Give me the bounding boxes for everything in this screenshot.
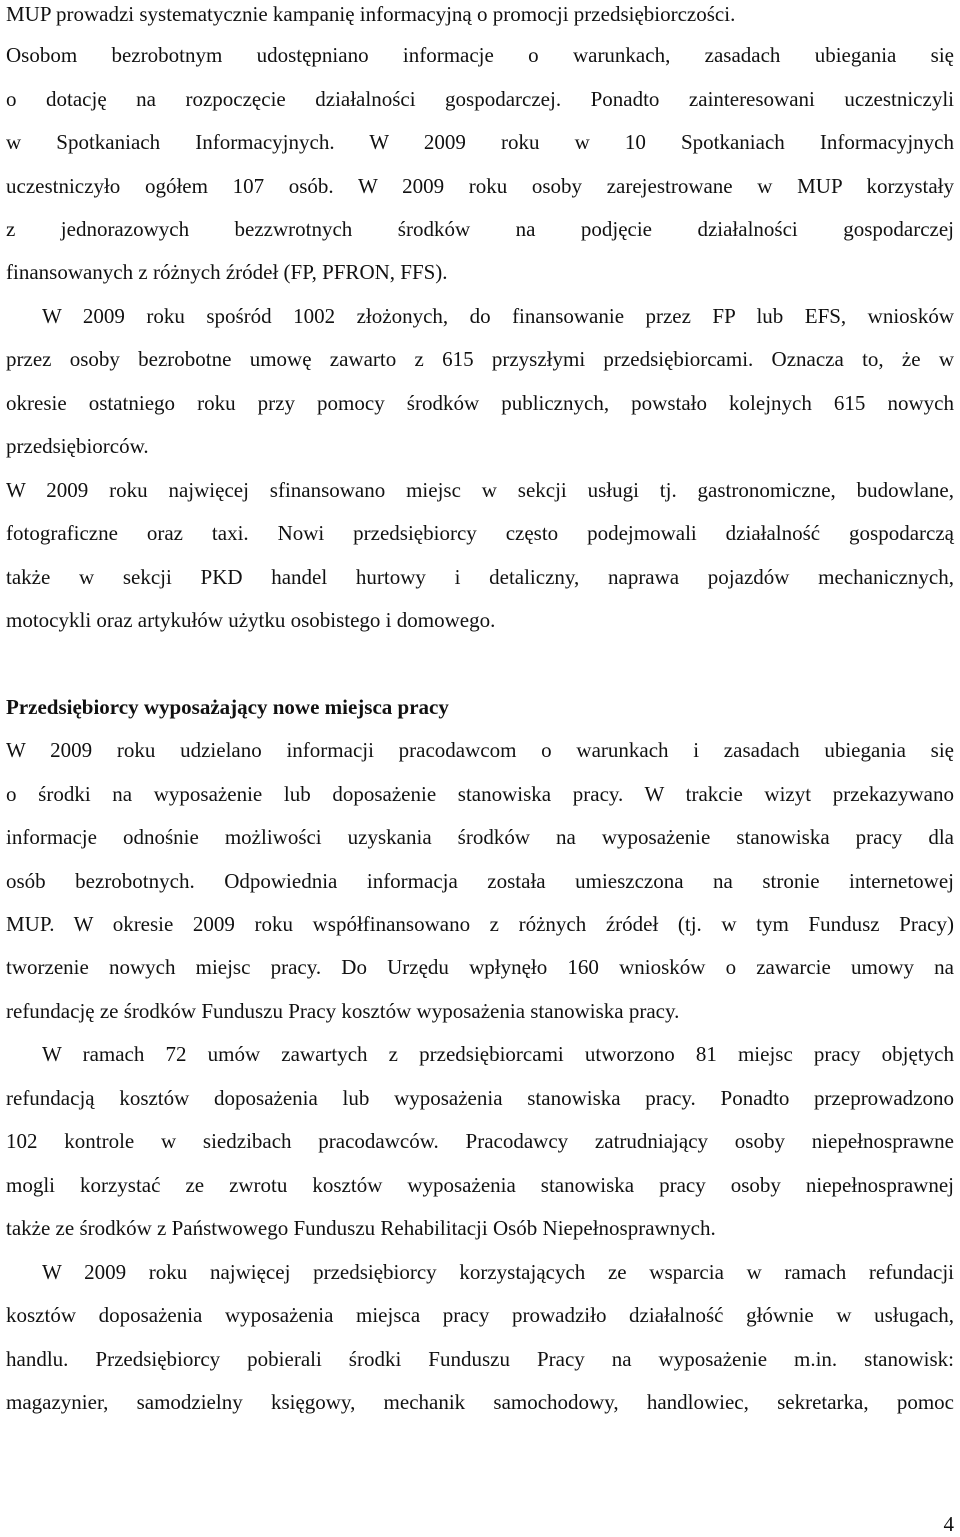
paragraph-line: refundacją kosztów doposażenia lub wyposażenia stanowiska pracy. Ponadto przeprowadzono: [6, 1086, 954, 1110]
paragraph-line: refundację ze środków Funduszu Pracy kosztów wyposażenia stanowiska pracy.: [6, 999, 680, 1023]
paragraph-line: z jednorazowych bezzwrotnych środków na podjęcie działalności gospodarczej: [6, 217, 954, 241]
paragraph-line: handlu. Przedsiębiorcy pobierali środki Funduszu Pracy na wyposażenie m.in. stanowisk:: [6, 1347, 954, 1371]
paragraph-line: fotograficzne oraz taxi. Nowi przedsiębiorcy często podejmowali działalność gospodarczą: [6, 521, 954, 545]
paragraph-line: przedsiębiorców.: [6, 434, 149, 458]
paragraph-line: W 2009 roku najwięcej przedsiębiorcy korzystających ze wsparcia w ramach refundacji: [42, 1260, 954, 1284]
paragraph-line: kosztów doposażenia wyposażenia miejsca pracy prowadziło działalność głównie w usługach,: [6, 1303, 954, 1327]
paragraph-line: W ramach 72 umów zawartych z przedsiębiorcami utworzono 81 miejsc pracy objętych: [42, 1042, 954, 1066]
paragraph-line: magazynier, samodzielny księgowy, mechanik samochodowy, handlowiec, sekretarka, pomoc: [6, 1390, 954, 1414]
paragraph-line: mogli korzystać ze zwrotu kosztów wyposażenia stanowiska pracy osoby niepełnosprawnej: [6, 1173, 954, 1197]
paragraph-line: Osobom bezrobotnym udostępniano informacje o warunkach, zasadach ubiegania się: [6, 43, 954, 67]
paragraph-line: 102 kontrole w siedzibach pracodawców. Pracodawcy zatrudniający osoby niepełnosprawne: [6, 1129, 954, 1153]
paragraph-line: finansowanych z różnych źródeł (FP, PFRON, FFS).: [6, 260, 448, 284]
section-heading: Przedsiębiorcy wyposażający nowe miejsca pracy: [6, 695, 449, 719]
paragraph-line: uczestniczyło ogółem 107 osób. W 2009 roku osoby zarejestrowane w MUP korzystały: [6, 174, 954, 198]
paragraph-line: informacje odnośnie możliwości uzyskania środków na wyposażenie stanowiska pracy dla: [6, 825, 954, 849]
paragraph-line: także ze środków z Państwowego Funduszu Rehabilitacji Osób Niepełnosprawnych.: [6, 1216, 716, 1240]
paragraph-line: przez osoby bezrobotne umowę zawarto z 615 przyszłymi przedsiębiorcami. Oznacza to, że w: [6, 347, 954, 371]
paragraph-line: o dotację na rozpoczęcie działalności gospodarczej. Ponadto zainteresowani uczestniczyli: [6, 87, 954, 111]
paragraph-line: w Spotkaniach Informacyjnych. W 2009 roku w 10 Spotkaniach Informacyjnych: [6, 130, 954, 154]
paragraph-line: o środki na wyposażenie lub doposażenie stanowiska pracy. W trakcie wizyt przekazywano: [6, 782, 954, 806]
paragraph-line: tworzenie nowych miejsc pracy. Do Urzędu wpłynęło 160 wniosków o zawarcie umowy na: [6, 955, 954, 979]
page-number: 4: [943, 1512, 954, 1536]
paragraph-line: W 2009 roku udzielano informacji pracodawcom o warunkach i zasadach ubiegania się: [6, 738, 954, 762]
paragraph-line: MUP. W okresie 2009 roku współfinansowano z różnych źródeł (tj. w tym Fundusz Pracy): [6, 912, 954, 936]
paragraph-line: okresie ostatniego roku przy pomocy środków publicznych, powstało kolejnych 615 nowych: [6, 391, 954, 415]
paragraph-line: osób bezrobotnych. Odpowiednia informacja została umieszczona na stronie internetowej: [6, 869, 954, 893]
paragraph-line: motocykli oraz artykułów użytku osobistego i domowego.: [6, 608, 496, 632]
paragraph-line: także w sekcji PKD handel hurtowy i detaliczny, naprawa pojazdów mechanicznych,: [6, 565, 954, 589]
paragraph-line: W 2009 roku najwięcej sfinansowano miejsc w sekcji usługi tj. gastronomiczne, budowlane,: [6, 478, 954, 502]
paragraph-line: MUP prowadzi systematycznie kampanię informacyjną o promocji przedsiębiorczości.: [6, 2, 736, 26]
paragraph-line: W 2009 roku spośród 1002 złożonych, do finansowanie przez FP lub EFS, wniosków: [42, 304, 954, 328]
